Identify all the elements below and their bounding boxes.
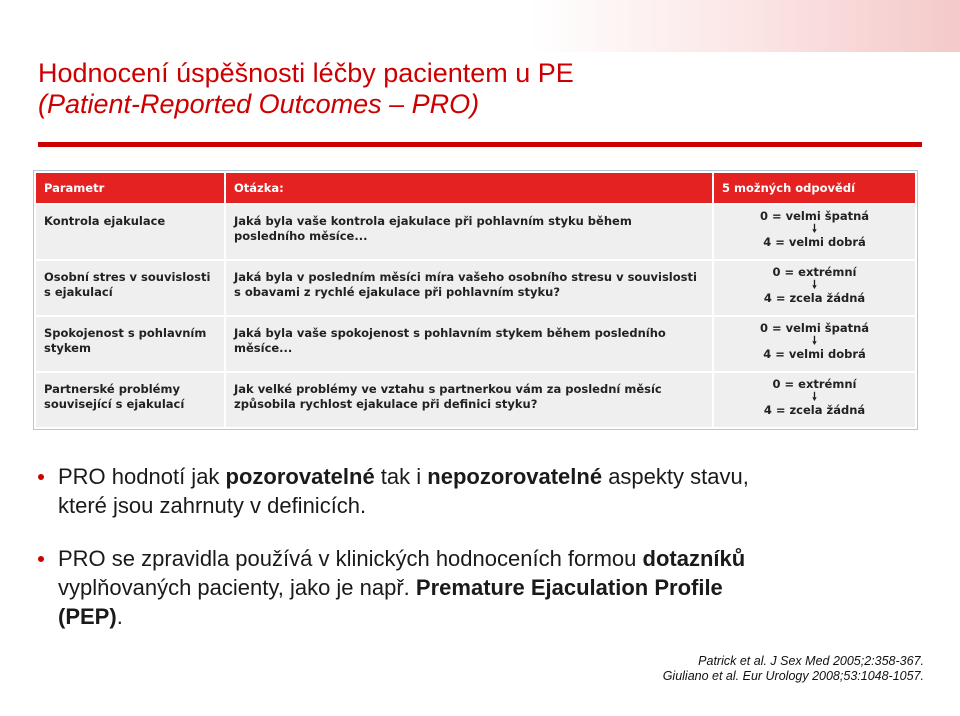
pep-table-image [33,170,918,430]
cell-parametr: Osobní stres v souvislosti s ejakulací [35,260,225,316]
answer-bottom: 4 = zcela žádná [763,291,866,305]
answer-top: 0 = velmi špatná [759,209,870,223]
bullet-text: . [116,604,123,629]
title-line-1: Hodnocení úspěšnosti léčby pacientem u PE [38,58,574,88]
answer-bottom: 4 = zcela žádná [763,403,866,417]
cell-otazka: Jaká byla vaše spokojenost s pohlavním stykem během posledního měsíce... [225,316,713,372]
bullet-text: PRO se zpravidla používá v klinických hodnoceních formou [58,546,643,571]
reference-1: Patrick et al. J Sex Med 2005;2:358-367. [698,654,924,668]
reference-2: Giuliano et al. Eur Urology 2008;53:1048-1057. [662,669,924,683]
references [663,654,924,684]
answer-top: 0 = velmi špatná [759,321,870,335]
page-title [38,58,918,120]
pep-table [34,171,917,429]
bullet-list [38,462,778,655]
arrow-down-icon: 🠗 [812,278,817,291]
answer-top: 0 = extrémní [772,377,857,391]
bullet-dot-icon [38,556,44,562]
cell-parametr: Kontrola ejakulace [35,204,225,260]
bullet-item [38,462,778,520]
cell-otazka: Jaká byla vaše kontrola ejakulace při pohlavním styku během posledního měsíce... [225,204,713,260]
table-row [35,372,916,428]
cell-otazka: Jaká byla v posledním měsíci míra vašeho osobního stresu v souvislosti s obavami z rychlé ejakulace při pohlavním styku? [225,260,713,316]
bullet-item [38,544,778,631]
table-row [35,260,916,316]
answer-bottom: 4 = velmi dobrá [763,347,866,361]
table-header-row [35,172,916,204]
arrow-down-icon: 🠗 [812,390,817,403]
header-otazka: Otázka: [225,172,713,204]
cell-otazka: Jak velké problémy ve vztahu s partnerkou vám za poslední měsíc způsobila rychlost ejakulace při definici styku? [225,372,713,428]
cell-odpovedi [713,204,916,260]
cell-parametr: Partnerské problémy související s ejakulací [35,372,225,428]
cell-odpovedi [713,260,916,316]
cell-odpovedi [713,316,916,372]
bullet-dot-icon [38,474,44,480]
header-parametr: Parametr [35,172,225,204]
bullet-text: vyplňovaných pacienty, jako je např. [58,575,416,600]
answer-top: 0 = extrémní [772,265,857,279]
table-row [35,204,916,260]
table-row [35,316,916,372]
cell-parametr: Spokojenost s pohlavním stykem [35,316,225,372]
title-divider [38,142,922,147]
arrow-down-icon: 🠗 [812,334,817,347]
header-odpovedi: 5 možných odpovědí [713,172,916,204]
bullet-text: tak i [374,464,428,489]
title-line-2: (Patient-Reported Outcomes – PRO) [38,89,480,119]
answer-bottom: 4 = velmi dobrá [763,235,866,249]
cell-odpovedi [713,372,916,428]
bullet-bold: Premature Ejaculation Profile (PEP) [58,575,723,629]
corner-decoration [530,0,960,52]
arrow-down-icon: 🠗 [812,222,817,235]
bullet-text: PRO hodnotí jak [58,464,226,489]
bullet-bold: dotazníků [642,546,746,571]
bullet-bold: pozorovatelné [225,464,375,489]
bullet-text: aspekty stavu, které jsou zahrnuty v definicích. [58,464,749,518]
bullet-bold: nepozorovatelné [427,464,603,489]
